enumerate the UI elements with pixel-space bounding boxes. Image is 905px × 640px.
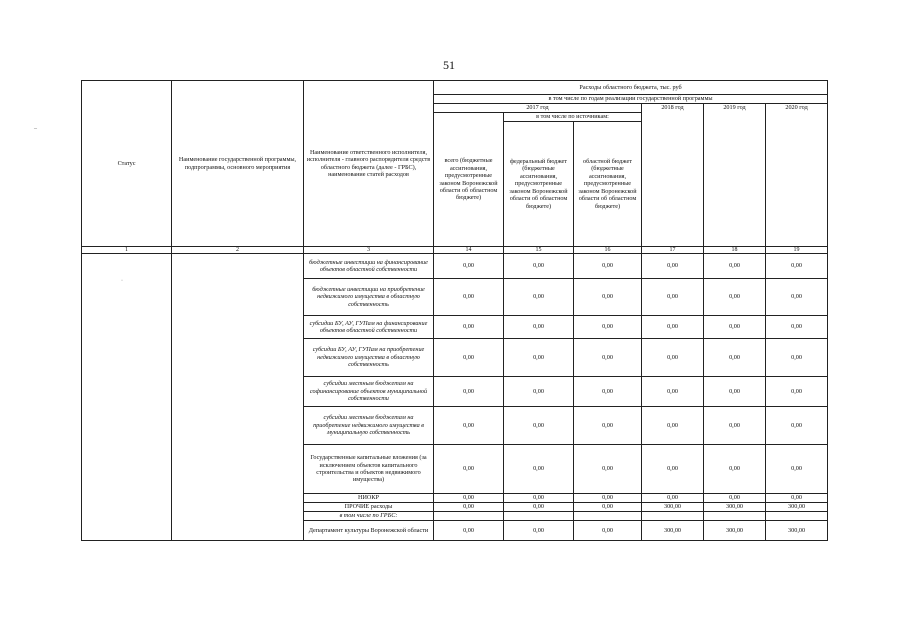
- header-by-years: в том числе по годам реализации государственной программы: [434, 95, 828, 104]
- value-cell: 0,00: [704, 254, 766, 279]
- value-cell: 0,00: [504, 445, 574, 494]
- value-cell: 0,00: [642, 339, 704, 377]
- value-cell: 0,00: [434, 503, 504, 512]
- value-cell: [704, 512, 766, 521]
- row-label: бюджетные инвестиции на финансирование объектов областной собственности: [304, 254, 434, 279]
- value-cell: 0,00: [434, 279, 504, 316]
- value-cell: 300,00: [704, 521, 766, 541]
- value-cell: 0,00: [504, 407, 574, 445]
- value-cell: 0,00: [504, 377, 574, 407]
- value-cell: 0,00: [504, 503, 574, 512]
- value-cell: 300,00: [642, 521, 704, 541]
- program-name-cell: [172, 254, 304, 541]
- value-cell: 0,00: [434, 494, 504, 503]
- value-cell: 0,00: [704, 445, 766, 494]
- value-cell: 0,00: [766, 494, 828, 503]
- value-cell: 0,00: [574, 254, 642, 279]
- value-cell: 0,00: [642, 445, 704, 494]
- value-cell: 0,00: [766, 407, 828, 445]
- value-cell: 0,00: [642, 407, 704, 445]
- header-year-2018: 2018 год: [642, 104, 704, 247]
- value-cell: 0,00: [504, 521, 574, 541]
- column-number: 3: [304, 247, 434, 254]
- value-cell: 0,00: [642, 254, 704, 279]
- value-cell: 0,00: [574, 445, 642, 494]
- value-cell: [766, 512, 828, 521]
- header-by-sources: в том числе по источникам:: [504, 113, 642, 122]
- value-cell: 0,00: [766, 445, 828, 494]
- cell-mark: ·: [121, 278, 123, 284]
- row-label: субсидии местным бюджетам на приобретение недвижимого имущества в муниципальную собственность: [304, 407, 434, 445]
- value-cell: 300,00: [766, 503, 828, 512]
- value-cell: 0,00: [574, 503, 642, 512]
- value-cell: 0,00: [574, 407, 642, 445]
- value-cell: 0,00: [574, 316, 642, 339]
- table-row: [82, 254, 828, 279]
- header-federal: федеральный бюджет (бюджетные ассигнования, предусмотренные законом Воронежской области об областном бюджете): [504, 122, 574, 247]
- value-cell: 0,00: [504, 494, 574, 503]
- column-number: 19: [766, 247, 828, 254]
- row-label: субсидии местным бюджетам на софинансирование объектов муниципальной собственности: [304, 377, 434, 407]
- header-total: всего (бюджетные ассигнования, предусмотренные законом Воронежской области об областном бюджете): [434, 113, 504, 247]
- margin-mark: –: [34, 126, 37, 132]
- column-number: 1: [82, 247, 172, 254]
- column-number: 17: [642, 247, 704, 254]
- value-cell: 0,00: [704, 494, 766, 503]
- page-number: 51: [443, 58, 455, 72]
- value-cell: 0,00: [434, 521, 504, 541]
- column-number: 14: [434, 247, 504, 254]
- row-label: субсидии БУ, АУ, ГУПам на финансирование объектов областной собственности: [304, 316, 434, 339]
- value-cell: 0,00: [574, 279, 642, 316]
- header-year-2017: 2017 год: [434, 104, 642, 113]
- value-cell: 0,00: [574, 521, 642, 541]
- expenses-table: [81, 80, 828, 541]
- value-cell: 0,00: [504, 316, 574, 339]
- value-cell: 0,00: [504, 279, 574, 316]
- header-expenses-title: Расходы областного бюджета, тыс. руб: [434, 81, 828, 95]
- column-number-row: [82, 247, 828, 254]
- value-cell: 0,00: [704, 339, 766, 377]
- value-cell: 300,00: [766, 521, 828, 541]
- column-number: 2: [172, 247, 304, 254]
- row-label: НИОКР: [304, 494, 434, 503]
- value-cell: 0,00: [434, 316, 504, 339]
- value-cell: 0,00: [434, 407, 504, 445]
- header-year-2019: 2019 год: [704, 104, 766, 247]
- row-label: Государственные капитальные вложения (за исключением объектов капитального строительства и объектов недвижимого имущества): [304, 445, 434, 494]
- value-cell: 300,00: [642, 503, 704, 512]
- column-number: 16: [574, 247, 642, 254]
- column-number: 18: [704, 247, 766, 254]
- value-cell: 0,00: [704, 407, 766, 445]
- value-cell: 0,00: [766, 279, 828, 316]
- row-label: Департамент культуры Воронежской области: [304, 521, 434, 541]
- value-cell: 0,00: [642, 279, 704, 316]
- status-cell: [82, 254, 172, 541]
- header-year-2020: 2020 год: [766, 104, 828, 247]
- value-cell: 0,00: [704, 316, 766, 339]
- value-cell: 0,00: [434, 377, 504, 407]
- header-program-name: Наименование государственной программы, подпрограммы, основного мероприятия: [172, 81, 304, 247]
- value-cell: [504, 512, 574, 521]
- row-label: в том числе по ГРБС:: [304, 512, 434, 521]
- header-regional: областной бюджет (бюджетные ассигнования, предусмотренные законом Воронежской области об областном бюджете): [574, 122, 642, 247]
- value-cell: [574, 512, 642, 521]
- value-cell: 0,00: [704, 279, 766, 316]
- value-cell: 0,00: [574, 377, 642, 407]
- value-cell: 0,00: [642, 316, 704, 339]
- value-cell: 0,00: [434, 445, 504, 494]
- row-label: ПРОЧИЕ расходы: [304, 503, 434, 512]
- value-cell: 0,00: [434, 339, 504, 377]
- value-cell: 300,00: [704, 503, 766, 512]
- row-label: субсидии БУ, АУ, ГУПам на приобретение недвижимого имущества в областную собственность: [304, 339, 434, 377]
- value-cell: 0,00: [434, 254, 504, 279]
- value-cell: 0,00: [642, 494, 704, 503]
- value-cell: 0,00: [504, 339, 574, 377]
- column-number: 15: [504, 247, 574, 254]
- value-cell: 0,00: [704, 377, 766, 407]
- value-cell: 0,00: [574, 494, 642, 503]
- value-cell: [642, 512, 704, 521]
- row-label: бюджетные инвестиции на приобретение недвижимого имущества в областную собственность: [304, 279, 434, 316]
- value-cell: 0,00: [766, 254, 828, 279]
- value-cell: 0,00: [766, 377, 828, 407]
- header-status: Статус: [82, 81, 172, 247]
- value-cell: 0,00: [766, 316, 828, 339]
- value-cell: 0,00: [504, 254, 574, 279]
- value-cell: 0,00: [642, 377, 704, 407]
- value-cell: 0,00: [766, 339, 828, 377]
- value-cell: [434, 512, 504, 521]
- header-executor: Наименование ответственного исполнителя, исполнителя - главного распорядителя средств областного бюджета (далее - ГРБС), наименование статей расходов: [304, 81, 434, 247]
- value-cell: 0,00: [574, 339, 642, 377]
